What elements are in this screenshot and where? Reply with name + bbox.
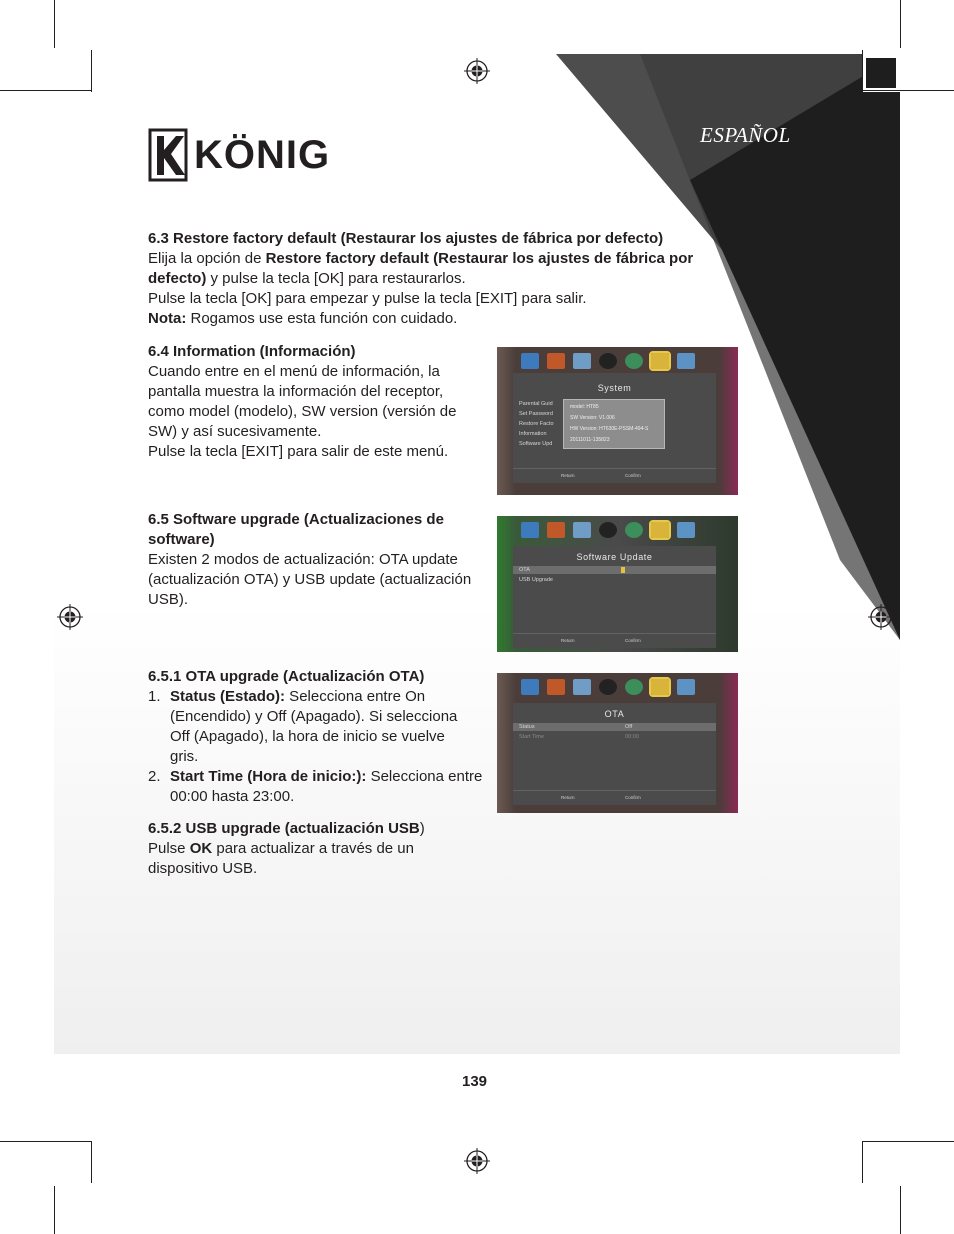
ota-start-time-value[interactable]: 00:00 — [625, 734, 639, 740]
selected-row-highlight — [513, 566, 716, 574]
section-6-5 — [148, 510, 488, 610]
paragraph-line: Existen 2 modos de actualización: OTA update — [148, 551, 458, 568]
menu-icon-row — [521, 353, 695, 369]
paragraph-line: como model (modelo), SW version (versión de — [148, 403, 457, 420]
paragraph-line: USB). — [148, 591, 189, 608]
konig-logo — [148, 128, 358, 182]
list-item-text: Off (Apagado), la hora de inicio se vuelve — [170, 728, 445, 745]
tv-icon — [521, 522, 539, 538]
menu-icon-row — [521, 679, 695, 695]
usb-icon — [677, 522, 695, 538]
list-item-bold: Start Time (Hora de inicio:): — [170, 768, 367, 785]
section-heading: 6.5.2 USB upgrade (actualización USB — [148, 820, 420, 837]
tv-icon — [521, 353, 539, 369]
paragraph-line: dispositivo USB. — [148, 860, 258, 877]
section-heading: 6.5 Software upgrade (Actualizaciones de — [148, 511, 444, 528]
channel-search-icon — [573, 679, 591, 695]
list-item-text: Selecciona entre — [366, 768, 483, 785]
list-item-text: (Encendido) y Off (Apagado). Si selecciona — [170, 708, 458, 725]
menu-item[interactable]: Restore Facto — [519, 421, 554, 427]
paragraph-bold: Restore factory default (Restaurar los ajustes de fábrica por defecto) — [148, 250, 694, 287]
return-hint: Return — [561, 795, 575, 800]
section-6-3 — [148, 229, 708, 329]
section-heading: 6.5.1 OTA upgrade (Actualización OTA) — [148, 668, 425, 685]
paragraph-line: Cuando entre en el menú de información, la — [148, 363, 440, 380]
info-date: 20111011-135823 — [570, 437, 610, 443]
note-text: Rogamos use esta función con cuidado. — [186, 310, 458, 327]
channel-search-icon — [573, 353, 591, 369]
section-heading: 6.3 Restore factory default — [148, 230, 337, 247]
screen-title: System — [597, 383, 632, 393]
system-icon — [651, 679, 669, 695]
list-item-text: 00:00 hasta 23:00. — [170, 788, 295, 805]
registration-mark-icon — [464, 58, 490, 84]
list-item-text: Selecciona entre On — [285, 688, 426, 705]
paragraph-line: Pulse la tecla [EXIT] para salir de este menú. — [148, 443, 449, 460]
brand-name: KÖNIG — [194, 133, 331, 177]
bottom-hint-bar — [513, 633, 716, 648]
screenshot-software-update — [497, 516, 738, 652]
globe-icon — [625, 353, 643, 369]
menu-item[interactable]: Set Password — [519, 411, 553, 417]
menu-icon-row — [521, 522, 695, 538]
crop-mark — [54, 1186, 55, 1234]
tv-icon — [521, 679, 539, 695]
registration-mark-icon — [57, 604, 83, 630]
paragraph-line: (actualización OTA) y USB update (actualización — [148, 571, 472, 588]
screenshot-ota — [497, 673, 738, 813]
page-number: 139 — [462, 1073, 488, 1090]
paragraph-text: Pulse — [148, 840, 190, 857]
section-6-5-2 — [148, 819, 493, 879]
konig-k-mark-icon — [148, 128, 188, 182]
list-item — [148, 767, 493, 807]
list-number: 1. — [148, 688, 161, 705]
confirm-hint: Confirm — [625, 638, 641, 643]
system-panel — [513, 373, 716, 483]
section-heading: 6.4 Information (Información) — [148, 343, 356, 360]
info-sw-version: SW Version: V1.006 — [570, 415, 615, 421]
crop-mark — [900, 1186, 901, 1234]
paragraph-text: para actualizar a través de un — [212, 840, 414, 857]
registration-mark-icon — [464, 1148, 490, 1174]
software-update-panel — [513, 546, 716, 648]
system-icon — [651, 522, 669, 538]
note-label: Nota: — [148, 310, 187, 327]
paragraph-text: y pulse la tecla [OK] para restaurarlos. — [206, 270, 466, 287]
screen-title: Software Update — [576, 552, 653, 562]
crop-mark — [0, 1141, 92, 1142]
crop-mark — [91, 50, 92, 92]
crop-mark — [862, 1141, 954, 1142]
language-label: ESPAÑOL — [700, 123, 791, 147]
return-hint: Return — [561, 473, 575, 478]
paragraph-text: Elija la opción de — [148, 250, 266, 267]
paragraph-line: SW) y así sucesivamente. — [148, 423, 322, 440]
info-hw-version: HW Version: HT630E-PSSM-494-S — [570, 426, 649, 432]
list-item — [148, 687, 493, 767]
section-6-4 — [148, 342, 488, 462]
confirm-hint: Confirm — [625, 795, 641, 800]
info-model: model: HT85 — [570, 404, 599, 410]
time-icon — [599, 679, 617, 695]
screenshot-system-information — [497, 347, 738, 495]
globe-icon — [625, 522, 643, 538]
section-6-5-1 — [148, 667, 493, 807]
section-heading-paren: (Restaurar los ajustes de fábrica por defecto) — [336, 230, 664, 247]
bottom-hint-bar — [513, 468, 716, 483]
crop-mark — [862, 90, 954, 91]
menu-item-usb-upgrade[interactable]: USB Upgrade — [519, 577, 553, 583]
menu-item[interactable]: Parental Guid — [519, 401, 553, 407]
menu-item[interactable]: Software Upd — [519, 441, 553, 447]
picture-icon — [547, 679, 565, 695]
screen-title: OTA — [604, 709, 625, 719]
crop-mark — [54, 0, 55, 48]
paragraph-text: Pulse la tecla [OK] para empezar y pulse la tecla [EXIT] para salir. — [148, 290, 587, 307]
crop-mark — [900, 0, 901, 48]
confirm-hint: Confirm — [625, 473, 641, 478]
selected-row-highlight — [513, 723, 716, 731]
ota-panel — [513, 703, 716, 805]
crop-mark — [91, 1141, 92, 1183]
selection-arrow-icon — [621, 567, 625, 573]
usb-icon — [677, 353, 695, 369]
paragraph-line: pantalla muestra la información del receptor, — [148, 383, 444, 400]
information-box — [563, 399, 665, 449]
crop-mark — [862, 1141, 863, 1183]
time-icon — [599, 353, 617, 369]
channel-search-icon — [573, 522, 591, 538]
ota-status-label: Status — [519, 724, 535, 730]
picture-icon — [547, 522, 565, 538]
registration-mark-icon — [868, 604, 894, 630]
ota-start-time-label: Start Time — [519, 734, 545, 740]
crop-mark — [0, 90, 92, 91]
list-item-text: gris. — [170, 748, 199, 765]
bottom-hint-bar — [513, 790, 716, 805]
ota-status-value[interactable]: Off — [625, 724, 633, 730]
crop-mark — [862, 50, 863, 92]
globe-icon — [625, 679, 643, 695]
return-hint: Return — [561, 638, 575, 643]
section-heading-paren: ) — [419, 820, 425, 837]
system-icon — [651, 353, 669, 369]
paragraph-bold: OK — [189, 840, 213, 857]
picture-icon — [547, 353, 565, 369]
section-heading: software) — [148, 531, 215, 548]
menu-item-ota[interactable]: OTA — [519, 567, 530, 573]
list-number: 2. — [148, 768, 161, 785]
menu-item[interactable]: Information — [519, 431, 547, 437]
list-item-bold: Status (Estado): — [170, 688, 286, 705]
time-icon — [599, 522, 617, 538]
usb-icon — [677, 679, 695, 695]
